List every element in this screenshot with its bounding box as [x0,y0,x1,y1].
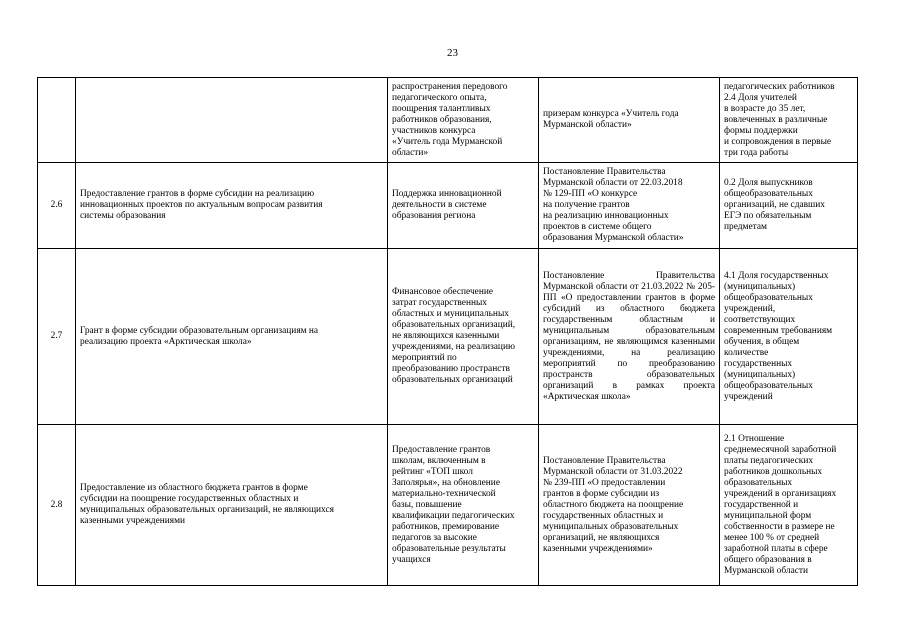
table-row [38,249,858,425]
indicator-cell [720,163,858,249]
document-text: призерам конкурса «Учитель года Мурманской области» [543,109,679,130]
table-row [38,425,858,586]
goal-cell [388,425,539,586]
indicator-text: педагогических работников 2.4 Доля учителей в возрасте до 35 лет, вовлеченных в различные формы поддержки и сопровождения в первые три года работы [724,81,835,158]
goal-text: распространения передового педагогического опыта, поощрения талантливых работников образования, участников конкурса «Учитель года Мурманской области» [392,81,508,158]
indicator-cell [720,425,858,586]
event-cell [76,249,388,425]
goal-text: Поддержка инновационной деятельности в системе образования региона [392,189,502,221]
row-number: 2.6 [50,200,63,210]
indicator-text: 2.1 Отношение среднемесячной заработной платы педагогических работников дошкольных образовательных учреждений в организациях государственной и муниципальной форм собственности в размере не менее 100 % от средней заработной платы в сфере общего образования в Мурманской области [724,433,837,576]
goal-cell [388,163,539,249]
document-text: Постановление Правительства Мурманской области от 21.03.2022 № 205-ПП «О предоставлении грантов в форме субсидий из областного бюджета государственным областным и муниципальным образовательным организациям, не являющимся казенными учреждениями, на реализацию мероприятий по преобразованию пространств образовательных организаций в рамках проекта «Арктическая школа» [543,270,715,402]
event-cell [76,163,388,249]
indicator-text: 4.1 Доля государственных (муниципальных) общеобразовательных учреждений, соответствующих современным требованиям обучения, в общем количестве государственных (муниципальных) общеобразовательных учреждений [724,270,833,402]
document-text: Постановление Правительства Мурманской области от 22.03.2018 № 129-ПП «О конкурсе на получение грантов на реализацию инновационных проектов в системе общего образования Мурманской области» [543,167,684,243]
goal-cell [388,78,539,163]
row-number-cell [38,425,76,586]
event-text: Предоставление грантов в форме субсидии на реализацию инновационных проектов по актуальным вопросам развития системы образования [80,189,323,221]
page-number: 23 [447,47,458,59]
event-text: Предоставление из областного бюджета грантов в форме субсидии на поощрение государственных областных и муниципальных образовательных организаций, не являющихся казенными учреждениями [80,483,334,526]
measures-table [37,77,858,586]
row-number: 2.8 [50,499,63,510]
goal-text: Предоставление грантов школам, включенным в рейтинг «ТОП школ Заполярья», на обновление материально-технической базы, повышение квалификации педагогических работников, премирование педагогов за высокие образовательные результаты учащихся [392,444,515,565]
document-cell [539,425,720,586]
goal-text: Финансовое обеспечение затрат государственных областных и муниципальных образовательных организаций, не являющихся казенными учреждениями, на реализацию мероприятий по преобразованию пространств образовательных организаций [392,287,516,385]
document-cell [539,78,720,163]
indicator-text: 0.2 Доля выпускников общеобразовательных организаций, не сдавших ЕГЭ по обязательным предметам [724,178,825,232]
event-cell [76,425,388,586]
indicator-cell [720,78,858,163]
document-cell [539,163,720,249]
table-row [38,78,858,163]
row-number-cell [38,163,76,249]
row-number-cell [38,78,76,163]
document-cell [539,249,720,425]
goal-cell [388,249,539,425]
table-row [38,163,858,249]
indicator-cell [720,249,858,425]
document-text: Постановление Правительства Мурманской области от 31.03.2022 № 239-ПП «О предоставлении грантов в форме субсидии из областного бюджета на поощрение государственных областных и муниципальных образовательных организаций, не являющихся казенными учреждениями» [543,455,684,554]
event-cell [76,78,388,163]
row-number: 2.7 [50,331,63,341]
row-number-cell [38,249,76,425]
event-text: Грант в форме субсидии образовательным организациям на реализацию проекта «Арктическая школа» [80,325,319,347]
